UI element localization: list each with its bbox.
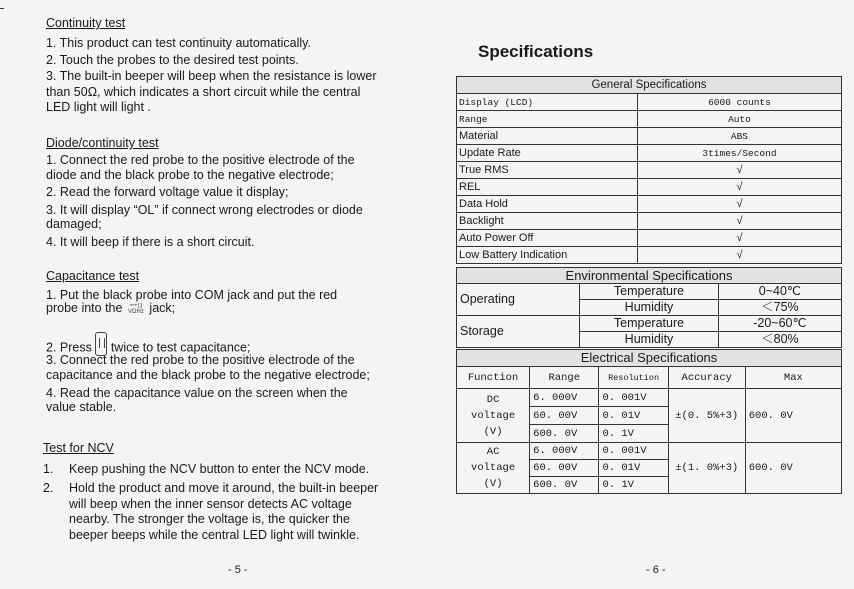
spec-label: Low Battery Indication	[457, 247, 638, 264]
capacitance-text: 2. Press	[46, 340, 92, 355]
table-header-row	[457, 268, 842, 284]
function-cell	[457, 443, 530, 494]
continuity-line: 3. The built-in beeper will beep when the resistance is lower	[46, 69, 377, 83]
env-value: ＜75%	[718, 300, 841, 316]
continuity-line: 2. Touch the probes to the desired test points.	[46, 53, 299, 67]
table-row	[457, 389, 842, 407]
function-label: voltage	[471, 462, 516, 474]
environmental-specs-table	[456, 267, 842, 348]
env-param: Humidity	[580, 332, 719, 348]
spec-label: REL	[457, 179, 638, 196]
table-row	[457, 316, 842, 332]
capacitance-line: 4. Read the capacitance value on the screen when the	[46, 386, 348, 400]
spec-value: 6000 counts	[637, 94, 841, 111]
continuity-line: than 50Ω, which indicates a short circuit while the central	[46, 85, 361, 99]
diode-line: 2. Read the forward voltage value it display;	[46, 185, 289, 199]
capacitance-text: twice to test capacitance;	[110, 340, 251, 355]
resolution-cell: 0. 001V	[599, 443, 668, 460]
env-value: -20~60℃	[718, 316, 841, 332]
table-row	[457, 213, 842, 230]
range-cell: 600. 0V	[530, 477, 599, 494]
table-row	[457, 443, 842, 460]
accuracy-cell: ±(1. 0%+3)	[668, 443, 745, 494]
table-row	[457, 247, 842, 264]
capacitance-text: jack;	[149, 301, 176, 315]
capacitance-heading: Capacitance test	[46, 269, 140, 283]
column-header: Function	[457, 367, 530, 389]
page-number: - 6 -	[646, 564, 666, 576]
diode-line: 3. It will display “OL” if connect wrong electrodes or diode	[46, 203, 363, 217]
continuity-heading: Continuity test	[46, 16, 126, 30]
spec-label: Backlight	[457, 213, 638, 230]
function-label: voltage	[471, 409, 516, 422]
function-label: DC	[486, 393, 500, 406]
function-label: (V)	[483, 425, 503, 438]
table-row	[457, 145, 842, 162]
function-cell	[457, 389, 530, 443]
spec-label: Auto Power Off	[457, 230, 638, 247]
range-cell: 60. 00V	[530, 407, 599, 425]
ncv-line: Hold the product and move it around, the built-in beeper	[69, 481, 379, 495]
ncv-line: nearby. The stronger the voltage is, the quicker the	[69, 512, 350, 526]
resolution-cell: 0. 1V	[599, 477, 668, 494]
table-row	[457, 179, 842, 196]
diode-line: diode and the black probe to the negative electrode;	[46, 168, 334, 182]
range-cell: 6. 000V	[530, 389, 599, 407]
check-icon: √	[637, 247, 841, 264]
capacitance-line: capacitance and the black probe to the negative electrode;	[46, 368, 370, 382]
table-row	[457, 230, 842, 247]
max-cell: 600. 0V	[745, 389, 841, 443]
check-icon: √	[637, 196, 841, 213]
check-icon: √	[637, 162, 841, 179]
ncv-item-number: 2.	[43, 481, 54, 495]
table-header: Environmental Specifications	[457, 268, 842, 284]
table-header: Electrical Specifications	[457, 350, 842, 367]
spec-value: Auto	[637, 111, 841, 128]
env-value: 0~40℃	[718, 284, 841, 300]
capacitance-line: 3. Connect the red probe to the positive electrode of the	[46, 353, 355, 367]
table-header: General Specifications	[457, 77, 842, 94]
table-row	[457, 111, 842, 128]
diode-heading: Diode/continuity test	[46, 136, 159, 150]
table-row	[457, 128, 842, 145]
table-row	[457, 284, 842, 300]
diode-line: damaged;	[46, 217, 102, 231]
accuracy-cell: ±(0. 5%+3)	[668, 389, 745, 443]
continuity-line: LED light will light .	[46, 100, 151, 114]
ncv-line: will beep when the inner sensor detects AC voltage	[69, 497, 352, 511]
capacitance-line: 1. Put the black probe into COM jack and put the red	[46, 288, 338, 302]
table-row	[457, 94, 842, 111]
diode-line: 1. Connect the red probe to the positive electrode of the	[46, 153, 355, 167]
page-number: - 5 -	[228, 564, 248, 576]
ncv-heading: Test for NCV	[43, 441, 114, 455]
column-header: Accuracy	[668, 367, 745, 389]
env-param: Humidity	[580, 300, 719, 316]
env-value: ＜80%	[718, 332, 841, 348]
check-icon: √	[637, 213, 841, 230]
vohm-jack-icon: ⎓+|:| VΩHz	[128, 302, 144, 315]
column-header: Max	[745, 367, 841, 389]
env-param: Temperature	[580, 316, 719, 332]
spec-label: Update Rate	[457, 145, 638, 162]
capacitance-text: probe into the	[46, 301, 123, 315]
spec-label: Display (LCD)	[457, 94, 638, 111]
resolution-cell: 0. 1V	[599, 425, 668, 443]
capacitance-line: value stable.	[46, 400, 117, 414]
electrical-specs-table	[456, 349, 842, 494]
check-icon: √	[637, 179, 841, 196]
table-row	[457, 162, 842, 179]
env-param: Temperature	[580, 284, 719, 300]
resolution-cell: 0. 01V	[599, 407, 668, 425]
general-specs-table	[456, 76, 842, 264]
ncv-item-number: 1.	[43, 462, 54, 476]
table-row	[457, 196, 842, 213]
capacitance-line	[46, 301, 175, 316]
resolution-cell: 0. 01V	[599, 460, 668, 477]
continuity-line: 1. This product can test continuity automatically.	[46, 36, 311, 50]
ncv-line: beeper beeps while the central LED light will twinkle.	[69, 528, 360, 542]
max-cell: 600. 0V	[745, 443, 841, 494]
range-cell: 6. 000V	[530, 443, 599, 460]
column-header-row	[457, 367, 842, 389]
spec-label: Range	[457, 111, 638, 128]
spec-value: ABS	[637, 128, 841, 145]
spec-label: Material	[457, 128, 638, 145]
spec-label: Data Hold	[457, 196, 638, 213]
function-label: (V)	[483, 478, 503, 490]
env-category: Storage	[457, 316, 580, 348]
range-cell: 60. 00V	[530, 460, 599, 477]
page-title: Specifications	[478, 42, 594, 61]
range-cell: 600. 0V	[530, 425, 599, 443]
spec-value: 3times/Second	[637, 145, 841, 162]
ncv-line: Keep pushing the NCV button to enter the NCV mode.	[69, 462, 370, 476]
check-icon: √	[637, 230, 841, 247]
right-page	[430, 0, 854, 589]
env-category: Operating	[457, 284, 580, 316]
diode-line: 4. It will beep if there is a short circuit.	[46, 235, 255, 249]
table-header-row	[457, 350, 842, 367]
table-header-row	[457, 77, 842, 94]
column-header: Range	[530, 367, 599, 389]
resolution-cell: 0. 001V	[599, 389, 668, 407]
column-header: Resolution	[599, 367, 668, 389]
spec-label: True RMS	[457, 162, 638, 179]
function-label: AC	[486, 446, 500, 458]
